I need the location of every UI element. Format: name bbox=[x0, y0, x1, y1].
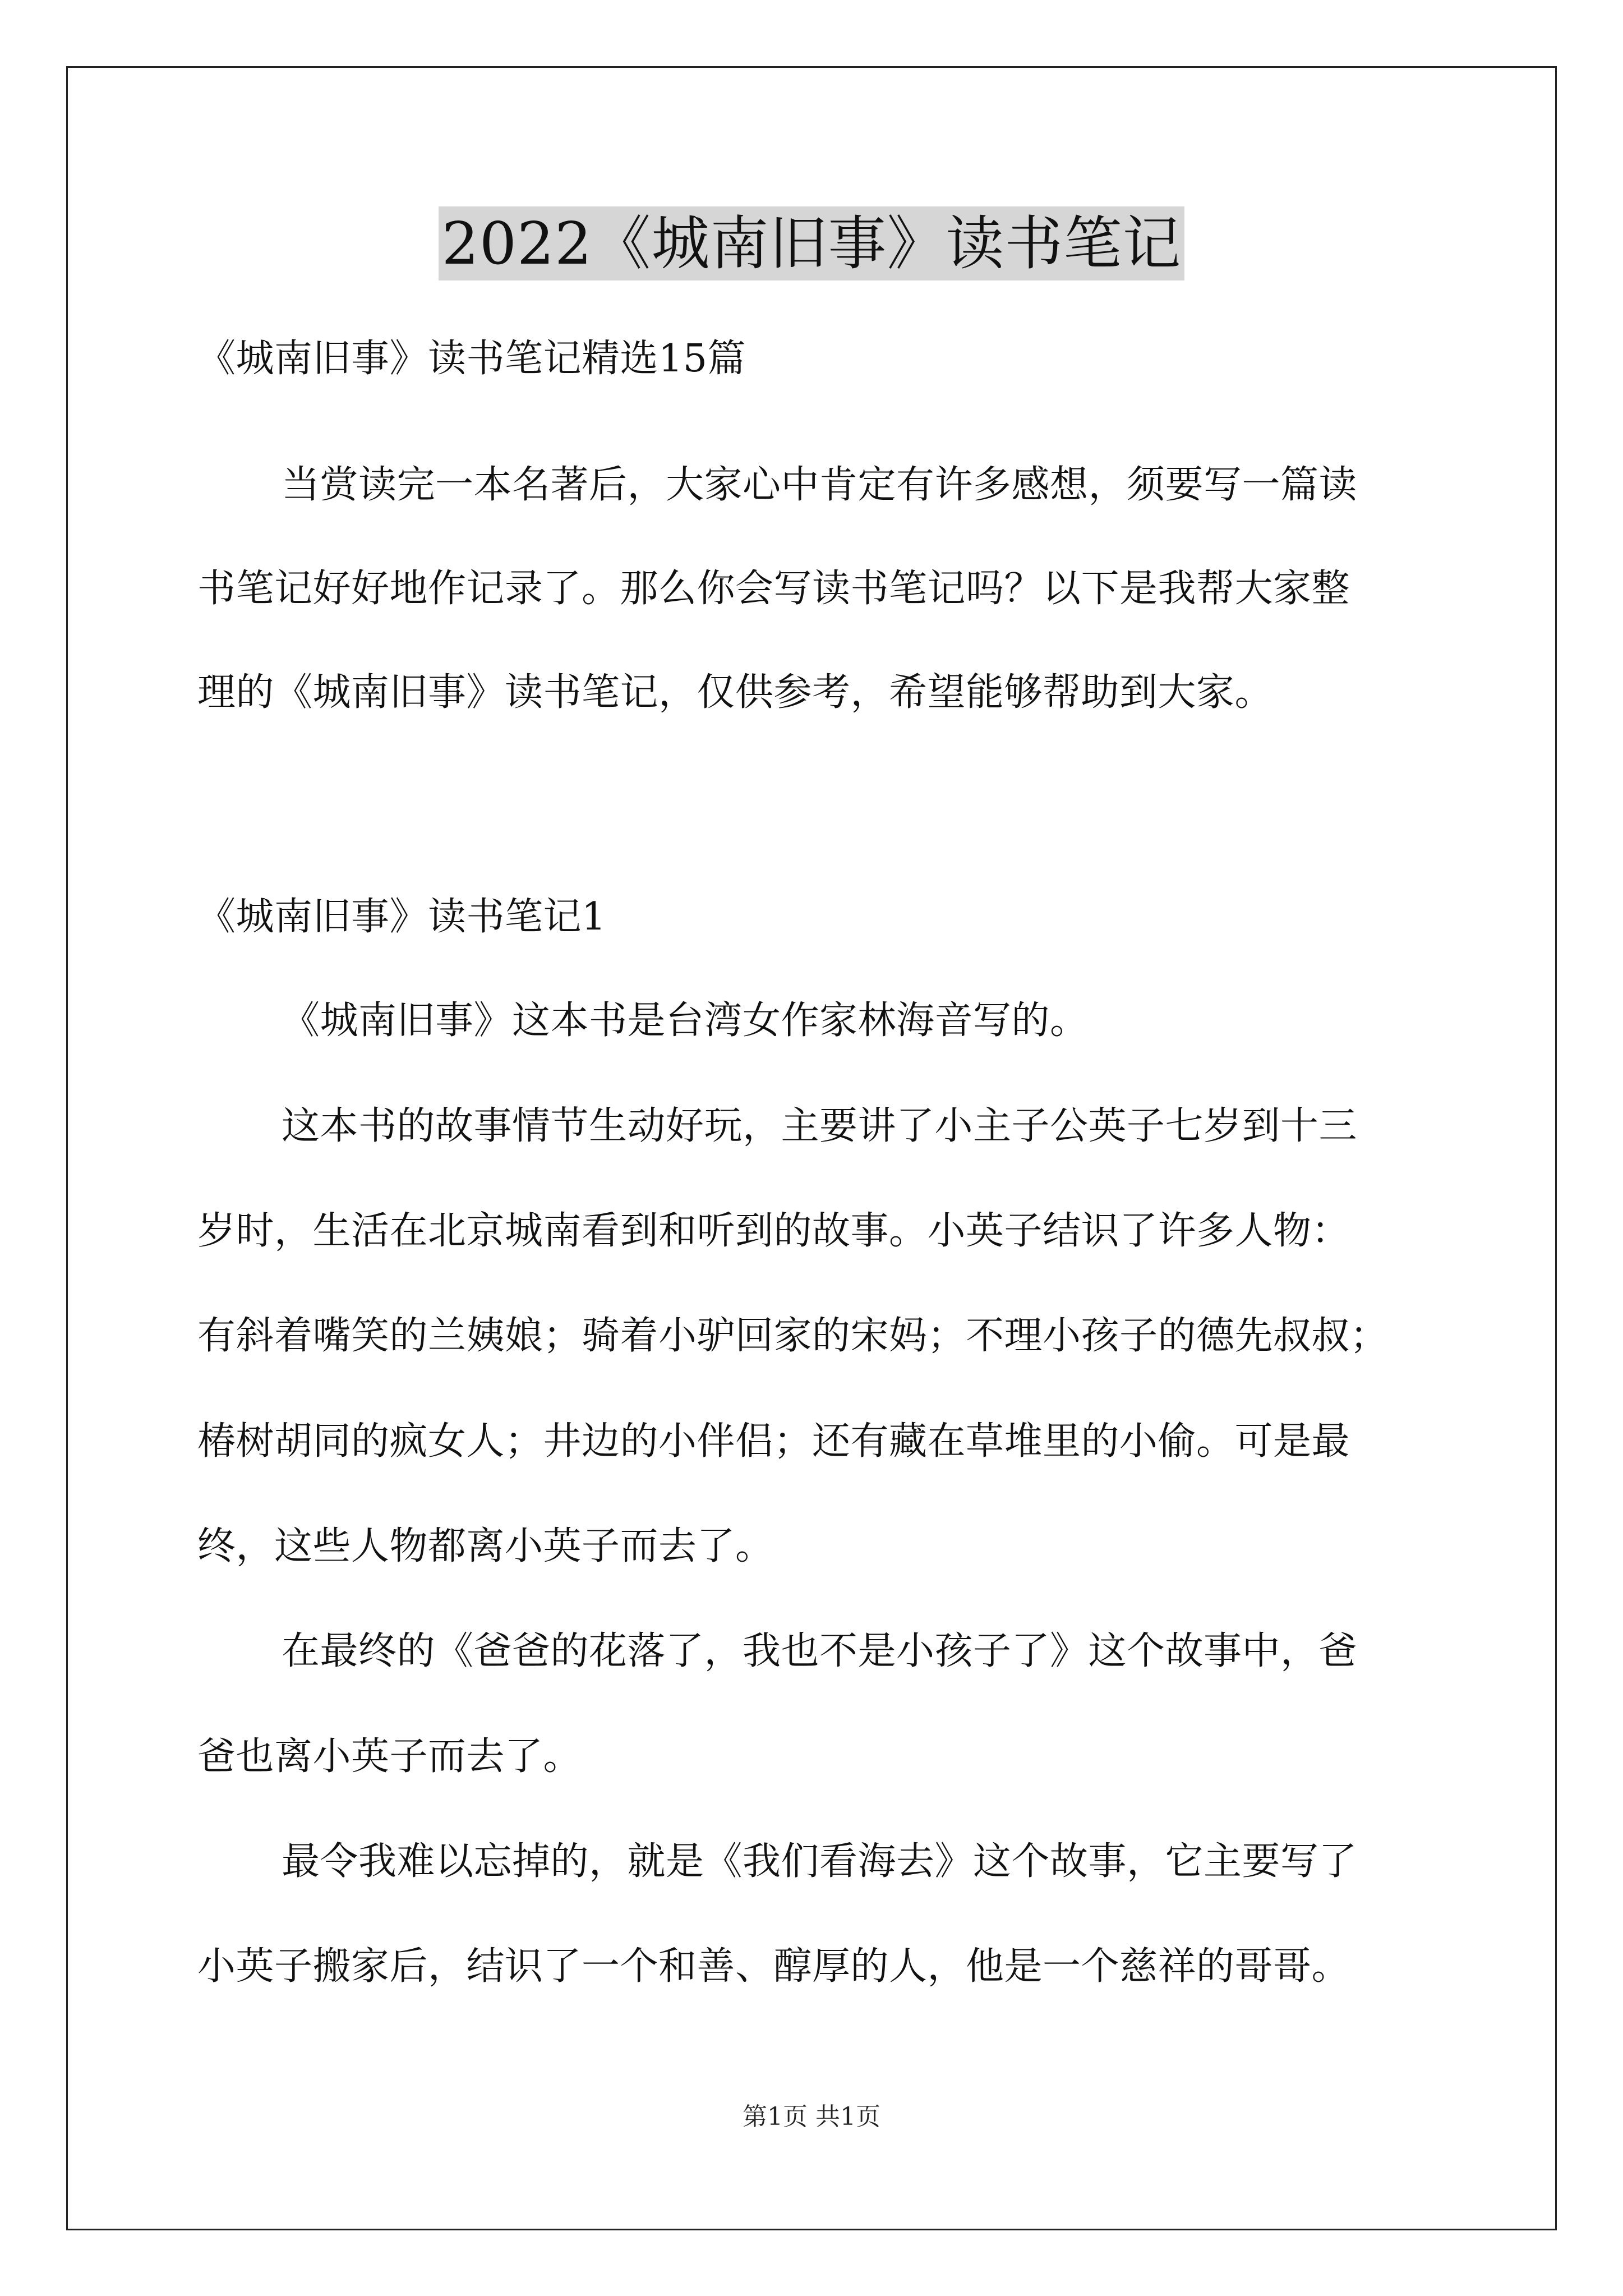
page-footer: 第1页 共1页 bbox=[743, 2102, 880, 2131]
paragraph-4-line-2: 小英子搬家后，结识了一个和善、醇厚的人，他是一个慈祥的哥哥。 bbox=[197, 1944, 1350, 1989]
paragraph-3-line-2: 爸也离小英子而去了。 bbox=[197, 1734, 582, 1779]
section-heading: 《城南旧事》读书笔记1 bbox=[197, 895, 606, 939]
paragraph-2-line-5: 终，这些人物都离小英子而去了。 bbox=[197, 1524, 774, 1568]
intro-paragraph-line-3: 理的《城南旧事》读书笔记，仅供参考，希望能够帮助到大家。 bbox=[197, 670, 1274, 715]
paragraph-3-line-1: 在最终的《爸爸的花落了，我也不是小孩子了》这个故事中，爸 bbox=[282, 1629, 1358, 1673]
paragraph-2-line-2: 岁时，生活在北京城南看到和听到的故事。小英子结识了许多人物： bbox=[197, 1209, 1350, 1253]
document-title: 2022《城南旧事》读书笔记 bbox=[439, 206, 1185, 280]
title-container bbox=[0, 206, 1623, 280]
paragraph-4-line-1: 最令我难以忘掉的，就是《我们看海去》这个故事，它主要写了 bbox=[282, 1839, 1358, 1884]
intro-paragraph-line-1: 当赏读完一本名著后，大家心中肯定有许多感想，须要写一篇读 bbox=[282, 463, 1358, 507]
paragraph-1-line-1: 《城南旧事》这本书是台湾女作家林海音写的。 bbox=[282, 999, 1089, 1043]
paragraph-2-line-4: 椿树胡同的疯女人；井边的小伴侣；还有藏在草堆里的小偷。可是最 bbox=[197, 1419, 1350, 1464]
intro-paragraph-line-2: 书笔记好好地作记录了。那么你会写读书笔记吗？以下是我帮大家整 bbox=[197, 567, 1350, 611]
paragraph-2-line-1: 这本书的故事情节生动好玩，主要讲了小主子公英子七岁到十三 bbox=[282, 1104, 1358, 1148]
document-subtitle: 《城南旧事》读书笔记精选15篇 bbox=[197, 337, 746, 381]
paragraph-2-line-3: 有斜着嘴笑的兰姨娘；骑着小驴回家的宋妈；不理小孩子的德先叔叔； bbox=[197, 1314, 1389, 1358]
